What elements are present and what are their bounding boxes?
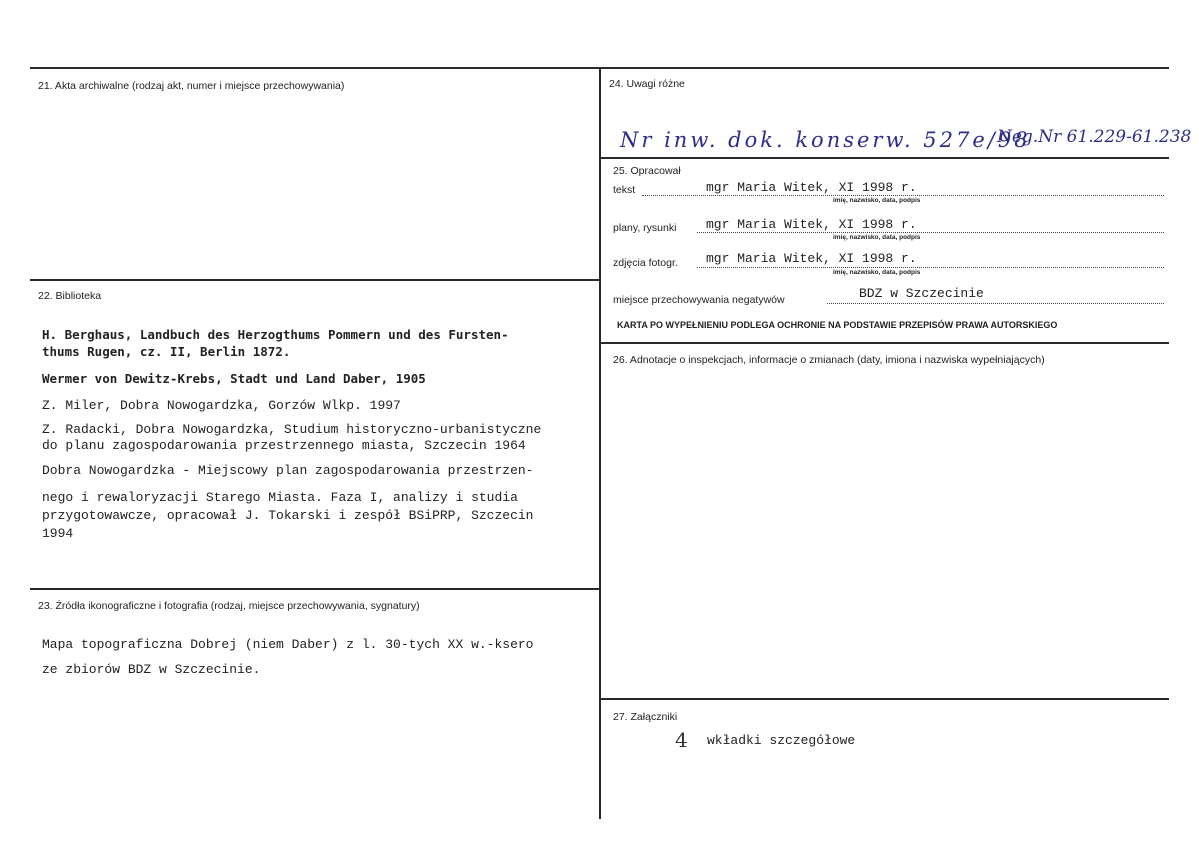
library-entry: Dobra Nowogardzka - Miejscowy plan zagospodarowania przestrzen-	[42, 463, 534, 478]
section-25-label: 25. Opracował	[613, 165, 681, 177]
library-entry: przygotowawcze, opracował J. Tokarski i zespół BSiPRP, Szczecin	[42, 508, 534, 523]
author-row-label: tekst	[613, 184, 636, 196]
author-row-value: mgr Maria Witek, XI 1998 r.	[706, 180, 917, 195]
library-entry: H. Berghaus, Landbuch des Herzogthums Pommern und des Fursten-	[42, 327, 509, 342]
center-divider	[599, 67, 601, 819]
rule-24-25	[600, 157, 1169, 159]
dotted-line	[697, 267, 1164, 268]
library-entry: thums Rugen, cz. II, Berlin 1872.	[42, 344, 291, 359]
negatives-value: BDZ w Szczecinie	[859, 286, 984, 301]
negatives-label: miejsce przechowywania negatywów	[613, 294, 785, 306]
section-26-label: 26. Adnotacje o inspekcjach, informacje o zmianach (daty, imiona i nazwiska wypełniających)	[613, 354, 1045, 366]
rule-25-26	[600, 342, 1169, 344]
rule-22-23	[30, 588, 600, 590]
section-22-label: 22. Biblioteka	[38, 290, 102, 302]
dotted-line	[697, 232, 1164, 233]
dotted-line	[642, 195, 1164, 196]
library-entry: Z. Miler, Dobra Nowogardzka, Gorzów Wlkp. 1997	[42, 398, 401, 413]
author-row-value: mgr Maria Witek, XI 1998 r.	[706, 217, 917, 232]
iconography-line: Mapa topograficzna Dobrej (niem Daber) z l. 30-tych XX w.-ksero	[42, 637, 534, 652]
section-24-label: 24. Uwagi różne	[609, 78, 685, 90]
author-row-value: mgr Maria Witek, XI 1998 r.	[706, 251, 917, 266]
rule-26-27	[600, 698, 1169, 700]
library-entry: 1994	[42, 526, 74, 541]
iconography-line: ze zbiorów BDZ w Szczecinie.	[42, 662, 261, 677]
author-row-label: plany, rysunki	[613, 222, 677, 234]
section-23-label: 23. Źródła ikonograficzne i fotografia (rodzaj, miejsce przechowywania, sygnatury)	[38, 600, 420, 612]
copyright-notice: KARTA PO WYPEŁNIENIU PODLEGA OCHRONIE NA PODSTAWIE PRZEPISÓW PRAWA AUTORSKIEGO	[617, 320, 1058, 330]
rule-21-22	[30, 279, 600, 281]
dotted-line	[827, 303, 1164, 304]
handwritten-negative-numbers: Neg.Nr 61.229-61.238	[997, 127, 1192, 147]
section-27-label: 27. Załączniki	[613, 711, 678, 723]
handwritten-inventory-note: Nr inw. dok. konserw. 527e/98	[620, 128, 1031, 152]
author-row-caption: imię, nazwisko, data, podpis	[833, 269, 921, 276]
library-entry: Z. Radacki, Dobra Nowogardzka, Studium historyczno-urbanistyczne	[42, 422, 542, 437]
author-row-label: zdjęcia fotogr.	[613, 257, 678, 269]
library-entry: do planu zagospodarowania przestrzennego miasta, Szczecin 1964	[42, 438, 526, 453]
library-entry: Wermer von Dewitz-Krebs, Stadt und Land Daber, 1905	[42, 371, 426, 386]
attachments-value: wkładki szczegółowe	[707, 733, 856, 748]
author-row-caption: imię, nazwisko, data, podpis	[833, 197, 921, 204]
attachments-count: 4	[675, 728, 688, 752]
library-entry: nego i rewaloryzacji Starego Miasta. Faza I, analizy i studia	[42, 490, 518, 505]
author-row-caption: imię, nazwisko, data, podpis	[833, 234, 921, 241]
section-21-label: 21. Akta archiwalne (rodzaj akt, numer i miejsce przechowywania)	[38, 80, 345, 92]
